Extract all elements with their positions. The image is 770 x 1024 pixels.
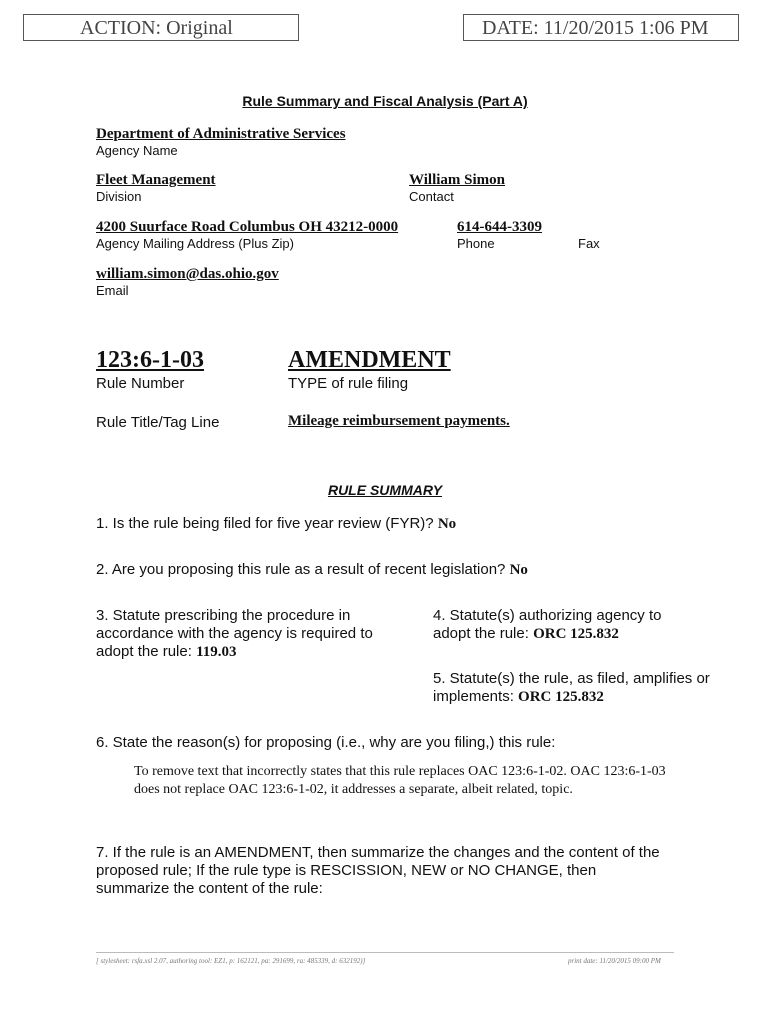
answer-6: To remove text that incorrectly states that this rule replaces OAC 123:6-1-02. OAC 123:6-1-03 does not replace OAC 123:6-1-02, it addresses a separate, albeit related, topic. [134, 764, 666, 797]
rule-title-value: Mileage reimbursement payments. [288, 413, 510, 429]
question-4 [433, 607, 695, 643]
footer-divider [96, 952, 674, 953]
action-text: ACTION: Original [80, 17, 233, 39]
contact-value: William Simon [409, 172, 505, 188]
answer-4: ORC 125.832 [533, 626, 619, 642]
rule-type-value: AMENDMENT [288, 347, 451, 373]
footer-print-date: print date: 11/20/2015 09:00 PM [568, 957, 661, 965]
rule-number-label: Rule Number [96, 375, 185, 392]
phone-label: Phone [457, 236, 495, 251]
rule-number-value: 123:6-1-03 [96, 347, 204, 373]
rule-type-label: TYPE of rule filing [288, 375, 409, 392]
answer-1: No [437, 516, 457, 532]
action-box [23, 14, 299, 41]
question-7: 7. If the rule is an AMENDMENT, then summarize the changes and the content of the proposed rule; If the rule type is RESCISSION, NEW or NO CHANGE, then summarize the content of the rule: [96, 844, 660, 897]
date-box [463, 14, 739, 41]
division-value: Fleet Management [96, 172, 216, 188]
address-label: Agency Mailing Address (Plus Zip) [96, 236, 294, 251]
rule-summary-heading: RULE SUMMARY [327, 482, 443, 498]
email-value: william.simon@das.ohio.gov [96, 266, 279, 282]
question-4-text: 4. Statute(s) authorizing agency to adopt the rule: [433, 607, 662, 642]
rule-title-label: Rule Title/Tag Line [96, 414, 220, 431]
page-title: Rule Summary and Fiscal Analysis (Part A) [242, 93, 528, 109]
question-3 [96, 607, 388, 661]
agency-name-label: Agency Name [96, 143, 178, 158]
question-6: 6. State the reason(s) for proposing (i.e., why are you filing,) this rule: [96, 734, 556, 751]
division-label: Division [96, 189, 142, 204]
address-value: 4200 Suurface Road Columbus OH 43212-0000 [96, 219, 399, 235]
footer-stylesheet-info: [ stylesheet: rsfa.xsl 2.07, authoring tool: EZ1, p: 162121, pa: 291699, ra: 485339, d: 632192)] [96, 957, 366, 965]
question-2-text: 2. Are you proposing this rule as a result of recent legislation? [96, 561, 506, 578]
email-label: Email [96, 283, 129, 298]
question-3-text: 3. Statute prescribing the procedure in accordance with the agency is required to adopt the rule: [96, 607, 373, 660]
question-1 [96, 515, 456, 533]
answer-5: ORC 125.832 [518, 689, 604, 705]
question-1-text: 1. Is the rule being filed for five year review (FYR)? [96, 515, 434, 532]
date-text: DATE: 11/20/2015 1:06 PM [482, 17, 709, 39]
answer-3: 119.03 [196, 644, 237, 660]
fax-label: Fax [578, 236, 600, 251]
question-5 [433, 670, 723, 706]
contact-label: Contact [409, 189, 454, 204]
answer-2: No [509, 562, 528, 578]
phone-value: 614-644-3309 [457, 219, 542, 235]
agency-name-value: Department of Administrative Services [96, 126, 346, 142]
question-2 [96, 561, 528, 579]
question-5-text: 5. Statute(s) the rule, as filed, amplifies or implements: [433, 670, 710, 705]
